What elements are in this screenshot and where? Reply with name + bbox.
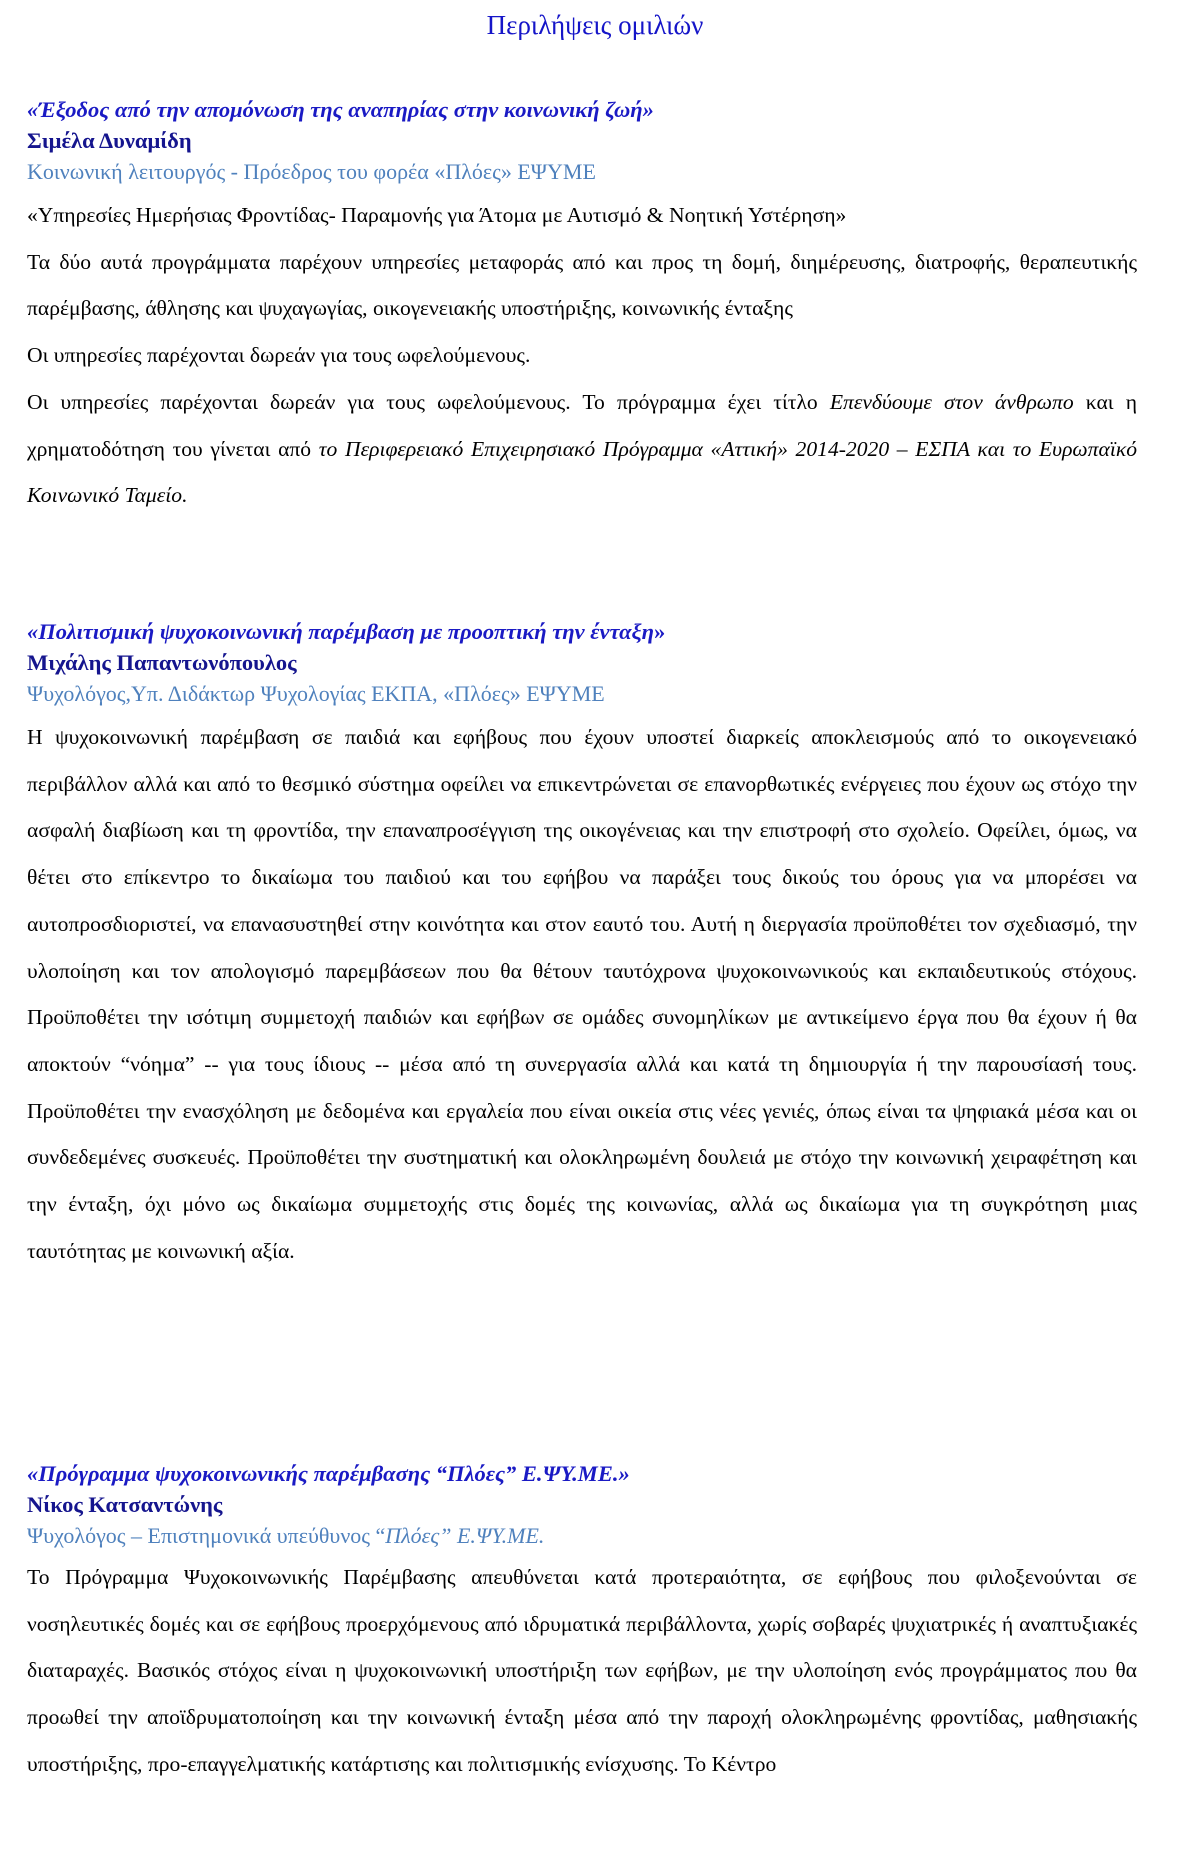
paragraph: Οι υπηρεσίες παρέχονται δωρεάν για τους ωφελούμενους.	[27, 343, 531, 368]
talk-section-2	[27, 616, 1137, 1274]
role-organization: Πλόες” Ε.ΨΥ.ΜΕ.	[385, 1523, 545, 1548]
speaker-role: Ψυχολόγος,Υπ. Διδάκτωρ Ψυχολογίας ΕΚΠΑ, «Πλόες» ΕΨΥΜΕ	[27, 681, 605, 706]
paragraph-funding	[27, 379, 1137, 519]
page-title: Περιλήψεις ομιλιών	[486, 10, 704, 40]
talk-section-3	[27, 1458, 1137, 1788]
paragraph: Το Πρόγραμμα Ψυχοκοινωνικής Παρέμβασης απευθύνεται κατά προτεραιότητα, σε εφήβους που φιλοξενούνται σε νοσηλευτικές δομές και σε εφήβους προερχόμενους από ιδρυματικά περιβάλλοντα, χωρίς σοβαρές ψυχιατρικές ή αναπτυξιακές διαταραχές. Βασικός στόχος είναι η ψυχοκοινωνική υποστήριξη των εφήβων, με την υλοποίηση ενός προγράμματος που θα προωθεί την αποϊδρυματοποίηση και την κοινωνική ένταξη μέσα από την παροχή ολοκληρωμένης φροντίδας, μαθησιακής υποστήριξης, προ-επαγγελματικής κατάρτισης και πολιτισμικής ενίσχυσης. Το Κέντρο	[27, 1565, 1137, 1776]
role-text: Ψυχολόγος – Επιστημονικά υπεύθυνος “	[27, 1523, 386, 1548]
speaker-name: Σιμέλα Δυναμίδη	[27, 128, 192, 153]
talk-title: «Πρόγραμμα ψυχοκοινωνικής παρέμβασης “Πλόες” Ε.ΨΥ.ΜΕ.»	[27, 1461, 630, 1486]
program-title: Επενδύουμε στον άνθρωπο	[829, 389, 1074, 414]
subheading: «Υπηρεσίες Ημερήσιας Φροντίδας- Παραμονής για Άτομα με Αυτισμό & Νοητική Υστέρηση»	[27, 203, 847, 227]
speaker-name: Μιχάλης Παπαντωνόπουλος	[27, 650, 297, 675]
paragraph: Τα δύο αυτά προγράμματα παρέχουν υπηρεσίες μεταφοράς από και προς τη δομή, διημέρευσης, διατροφής, θεραπευτικής παρέμβασης, άθλησης και ψυχαγωγίας, οικογενειακής υποστήριξης, κοινωνικής ένταξης	[27, 249, 1137, 321]
speaker-role: Κοινωνική λειτουργός - Πρόεδρος του φορέα «Πλόες» ΕΨΥΜΕ	[27, 159, 596, 184]
paragraph: Η ψυχοκοινωνική παρέμβαση σε παιδιά και εφήβους που έχουν υποστεί διαρκείς αποκλεισμούς από το οικογενειακό περιβάλλον αλλά και από το θεσμικό σύστημα οφείλει να επικεντρώνεται σε επανορθωτικές ενέργειες που έχουν ως στόχο την ασφαλή διαβίωση και τη φροντίδα, την επαναπροσέγγιση της οικογένειας και την επιστροφή στο σχολείο. Οφείλει, όμως, να θέτει στο επίκεντρο το δικαίωμα του παιδιού και του εφήβου να παράξει τους δικούς του όρους για να μπορέσει να αυτοπροσδιοριστεί, να επανασυστηθεί στην κοινότητα και στον εαυτό του. Αυτή η διεργασία προϋποθέτει τον σχεδιασμό, την υλοποίηση και τον απολογισμό παρεμβάσεων που θα θέτουν ταυτόχρονα ψυχοκοινωνικούς και εκπαιδευτικούς στόχους. Προϋποθέτει την ισότιμη συμμετοχή παιδιών και εφήβων σε ομάδες συνομηλίκων με αντικείμενο έργα που θα έχουν ή θα αποκτούν “νόημα” -- για τους ίδιους -- μέσα από τη συνεργασία αλλά και κατά τη δημιουργία ή την παρουσίασή τους. Προϋποθέτει την ενασχόληση με δεδομένα και εργαλεία που είναι οικεία στις νέες γενιές, όπως είναι τα ψηφιακά μέσα και οι συνδεδεμένες συσκευές. Προϋποθέτει την συστηματική και ολοκληρωμένη δουλειά με στόχο την κοινωνική χειραφέτηση και την ένταξη, όχι μόνο ως δικαίωμα συμμετοχής στις δομές της κοινωνίας, αλλά ως δικαίωμα για τη συγκρότηση μιας ταυτότητας με κοινωνική αξία.	[27, 725, 1137, 1263]
talk-title-text: «Πολιτισμική ψυχοκοινωνική παρέμβαση με προοπτική την ένταξη	[27, 619, 655, 644]
text-run: και η χρηματοδότηση του γίνεται από	[27, 389, 1137, 461]
speaker-role	[27, 1520, 1137, 1552]
talk-title: «Έξοδος από την απομόνωση της αναπηρίας στην κοινωνική ζωή»	[27, 97, 654, 122]
text-run: Οι υπηρεσίες παρέχονται δωρεάν για τους ωφελούμενους. Το πρόγραμμα έχει τίτλο	[27, 389, 830, 414]
funding-source: το Περιφερειακό Επιχειρησιακό Πρόγραμμα «Αττική» 2014-2020 – ΕΣΠΑ και το Ευρωπαϊκό Κοινωνικό Ταμείο.	[27, 436, 1137, 508]
closing-quote: »	[654, 619, 666, 644]
speaker-name: Νίκος Κατσαντώνης	[27, 1492, 223, 1517]
talk-section-1	[27, 94, 1137, 519]
talk-title	[27, 616, 1137, 647]
